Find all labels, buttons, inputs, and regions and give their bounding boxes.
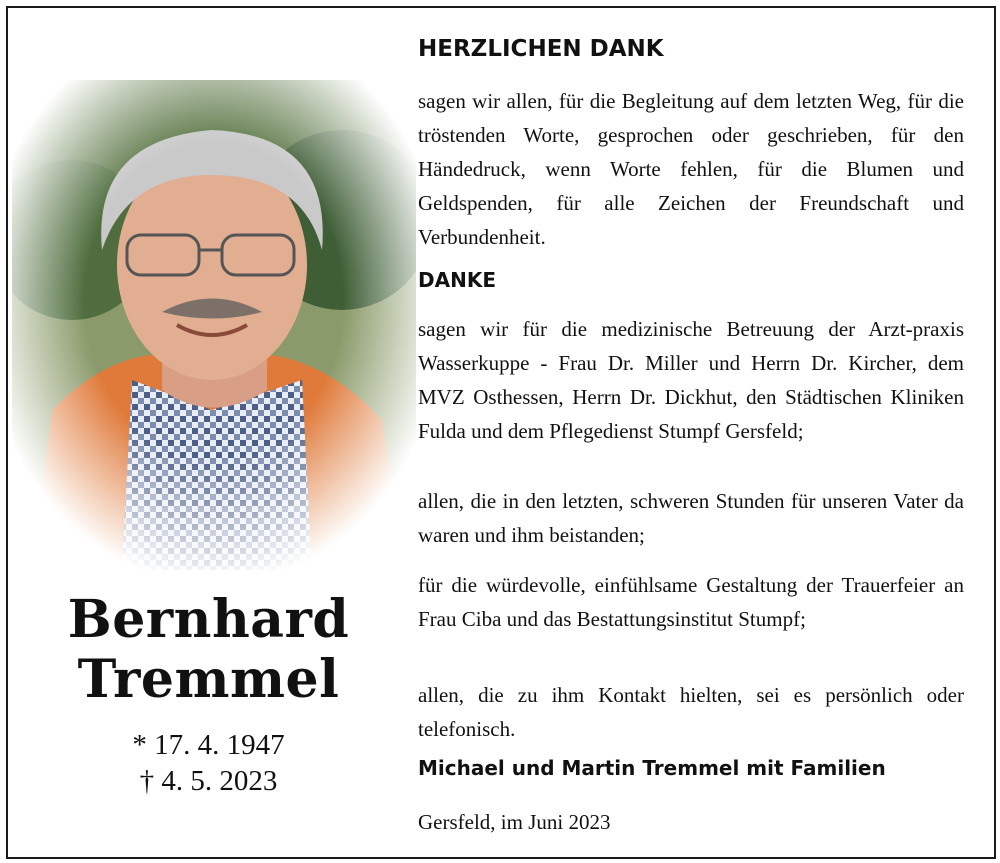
danke-paragraph-contact: allen, die zu ihm Kontakt hielten, sei es persönlich oder telefonisch. <box>418 683 964 741</box>
thanks-heading: HERZLICHEN DANK <box>418 36 664 62</box>
danke-paragraph-ceremony: für die würdevolle, einfühlsame Gestaltung der Trauerfeier an Frau Ciba und das Bestattungsinstitut Stumpf; <box>418 573 964 631</box>
portrait-photo <box>12 80 416 570</box>
deceased-last-name: Tremmel <box>77 649 340 710</box>
danke-paragraph-support: allen, die in den letzten, schweren Stunden für unseren Vater da waren und ihm beistanden; <box>418 489 964 547</box>
portrait-illustration <box>12 80 416 570</box>
danke-heading: DANKE <box>418 268 496 292</box>
place-date: Gersfeld, im Juni 2023 <box>418 810 611 834</box>
birth-date: * 17. 4. 1947 <box>132 729 285 761</box>
deceased-first-name: Bernhard <box>67 589 350 650</box>
danke-paragraph-medical: sagen wir für die medizinische Betreuung der Arzt-praxis Wasserkuppe - Frau Dr. Miller und Herrn Dr. Kircher, dem MVZ Osthessen, Herrn Dr. Dickhut, den Städtischen Kliniken Fulda und dem Pflegedienst Stumpf Gersfeld; <box>418 317 964 443</box>
family-signature: Michael und Martin Tremmel mit Familien <box>418 756 886 780</box>
death-date: † 4. 5. 2023 <box>139 765 278 797</box>
obituary-notice <box>6 6 996 859</box>
thanks-text: sagen wir allen, für die Begleitung auf dem letzten Weg, für die tröstenden Worte, gesprochen oder geschrieben, für den Händedruck, wenn Worte fehlen, für die Blumen und Geldspenden, für alle Zeichen der Freundschaft und Verbundenheit. <box>418 89 964 249</box>
